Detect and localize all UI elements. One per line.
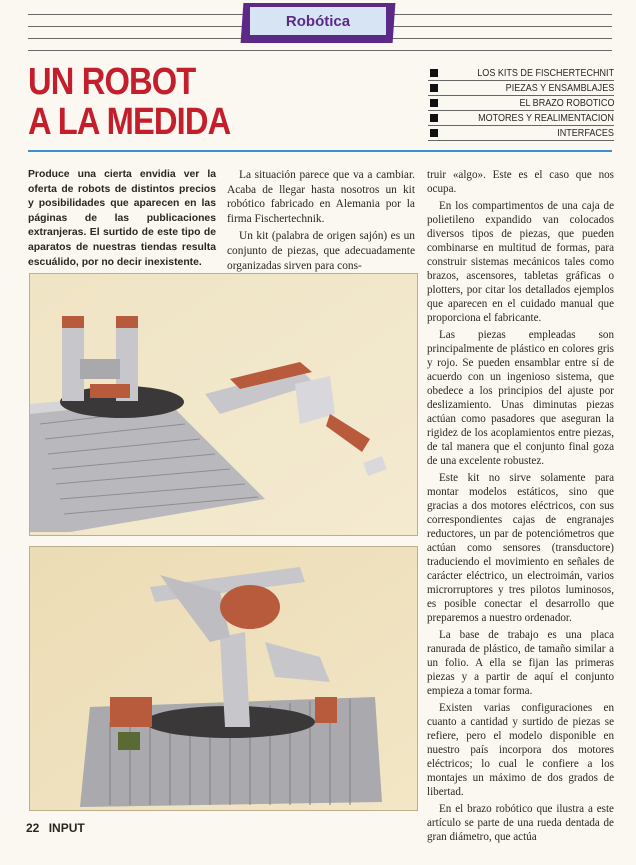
bullet-square-icon — [430, 114, 438, 122]
robot-photo-bottom — [29, 546, 418, 811]
magazine-brand: INPUT — [48, 821, 85, 835]
page-footer — [26, 821, 85, 835]
topic-item: INTERFACES — [428, 126, 614, 141]
robot-kit-illustration-1 — [30, 274, 417, 535]
body-paragraph: La situación parece que va a cambiar. Acaba de llegar hasta nosotros un kit robótico fabricado en Alemania por la firma Fischertechnik. — [227, 169, 415, 225]
headline-line-1: UN ROBOT — [28, 61, 196, 103]
body-paragraph: En el brazo robótico que ilustra a este artículo se parte de una rueda dentada de gran diámetro, que actúa — [427, 803, 614, 843]
topic-item: EL BRAZO ROBOTICO — [428, 96, 614, 111]
body-column-3 — [427, 168, 614, 844]
body-paragraph: Las piezas empleadas son principalmente de plástico en colores gris y rojo. Se pueden ensamblar entre sí de acuerdo con un ingenioso sistema, que obedece a los principios del ajuste por deslizamiento. Unas diminutas piezas actúan como pasadores que aseguran la rigidez de los acoplamientos entre piezas, de tal manera que el conjunto final goza de una excelente robustez. — [427, 329, 614, 467]
bullet-square-icon — [430, 69, 438, 77]
bullet-square-icon — [430, 84, 438, 92]
topics-list — [428, 66, 614, 141]
robot-photo-top — [29, 273, 418, 536]
body-paragraph: Un kit (palabra de origen sajón) es un conjunto de piezas, que adecuadamente organizadas sirven para cons- — [227, 230, 415, 272]
accent-bar — [28, 150, 612, 152]
header-rule — [28, 50, 612, 51]
article-headline — [28, 62, 230, 142]
bullet-square-icon — [430, 129, 438, 137]
body-paragraph: truir «algo». Este es el caso que nos ocupa. — [427, 169, 614, 195]
body-paragraph: La base de trabajo es una placa ranurada de plástico, de tamaño similar a un folio. A ella se fijan las primeras piezas y a partir de aquí el conjunto empieza a tomar forma. — [427, 629, 614, 697]
topic-item: LOS KITS DE FISCHERTECHNIT — [428, 66, 614, 81]
section-tab: Robótica — [250, 7, 386, 35]
body-paragraph: Este kit no sirve solamente para montar modelos estáticos, sino que gracias a dos motores eléctricos, con sus correspondientes cajas de engranajes reductores, un par de potenciómetros que actúan como sensores (transductore) traduciendo el movimiento en señales de carácter eléctrico, un electroimán, varios microrruptores y tres pilotos luminosos, es posible conectar el desarrollo que preparemos a nuestro ordenador. — [427, 472, 614, 624]
topic-item: PIEZAS Y ENSAMBLAJES — [428, 81, 614, 96]
bullet-square-icon — [430, 99, 438, 107]
topic-item: MOTORES Y REALIMENTACION — [428, 111, 614, 126]
page-number: 22 — [26, 821, 40, 835]
lead-paragraph: Produce una cierta envidia ver la oferta de robots de distintos precios y posibilidades que aparecen en las páginas de las publicaciones extranjeras. El surtido de este tipo de aparatos de nuestras tiendas resulta escuálido, por no decir inexistente. — [28, 169, 216, 268]
headline-line-2: A LA MEDIDA — [28, 101, 231, 143]
body-column-2 — [227, 168, 415, 273]
robot-kit-illustration-2 — [30, 547, 417, 810]
body-paragraph: En los compartimentos de una caja de polietileno expandido van colocados diversos tipos de piezas, que pueden combinarse en multitud de formas, para construir sistemas mecánicos tales como brazos, ascensores, tabletas gráficas o plotters, por citar los detallados ejemplos que aparecen en el cuidado manual que proporciona el fabricante. — [427, 200, 614, 324]
body-paragraph: Existen varias configuraciones en cuanto a cantidad y surtido de piezas se refiere, pero el modelo disponible en nuestro país incorpora dos motores eléctricos; lo cual le confiere a los montajes un máximo de dos grados de libertad. — [427, 702, 614, 798]
